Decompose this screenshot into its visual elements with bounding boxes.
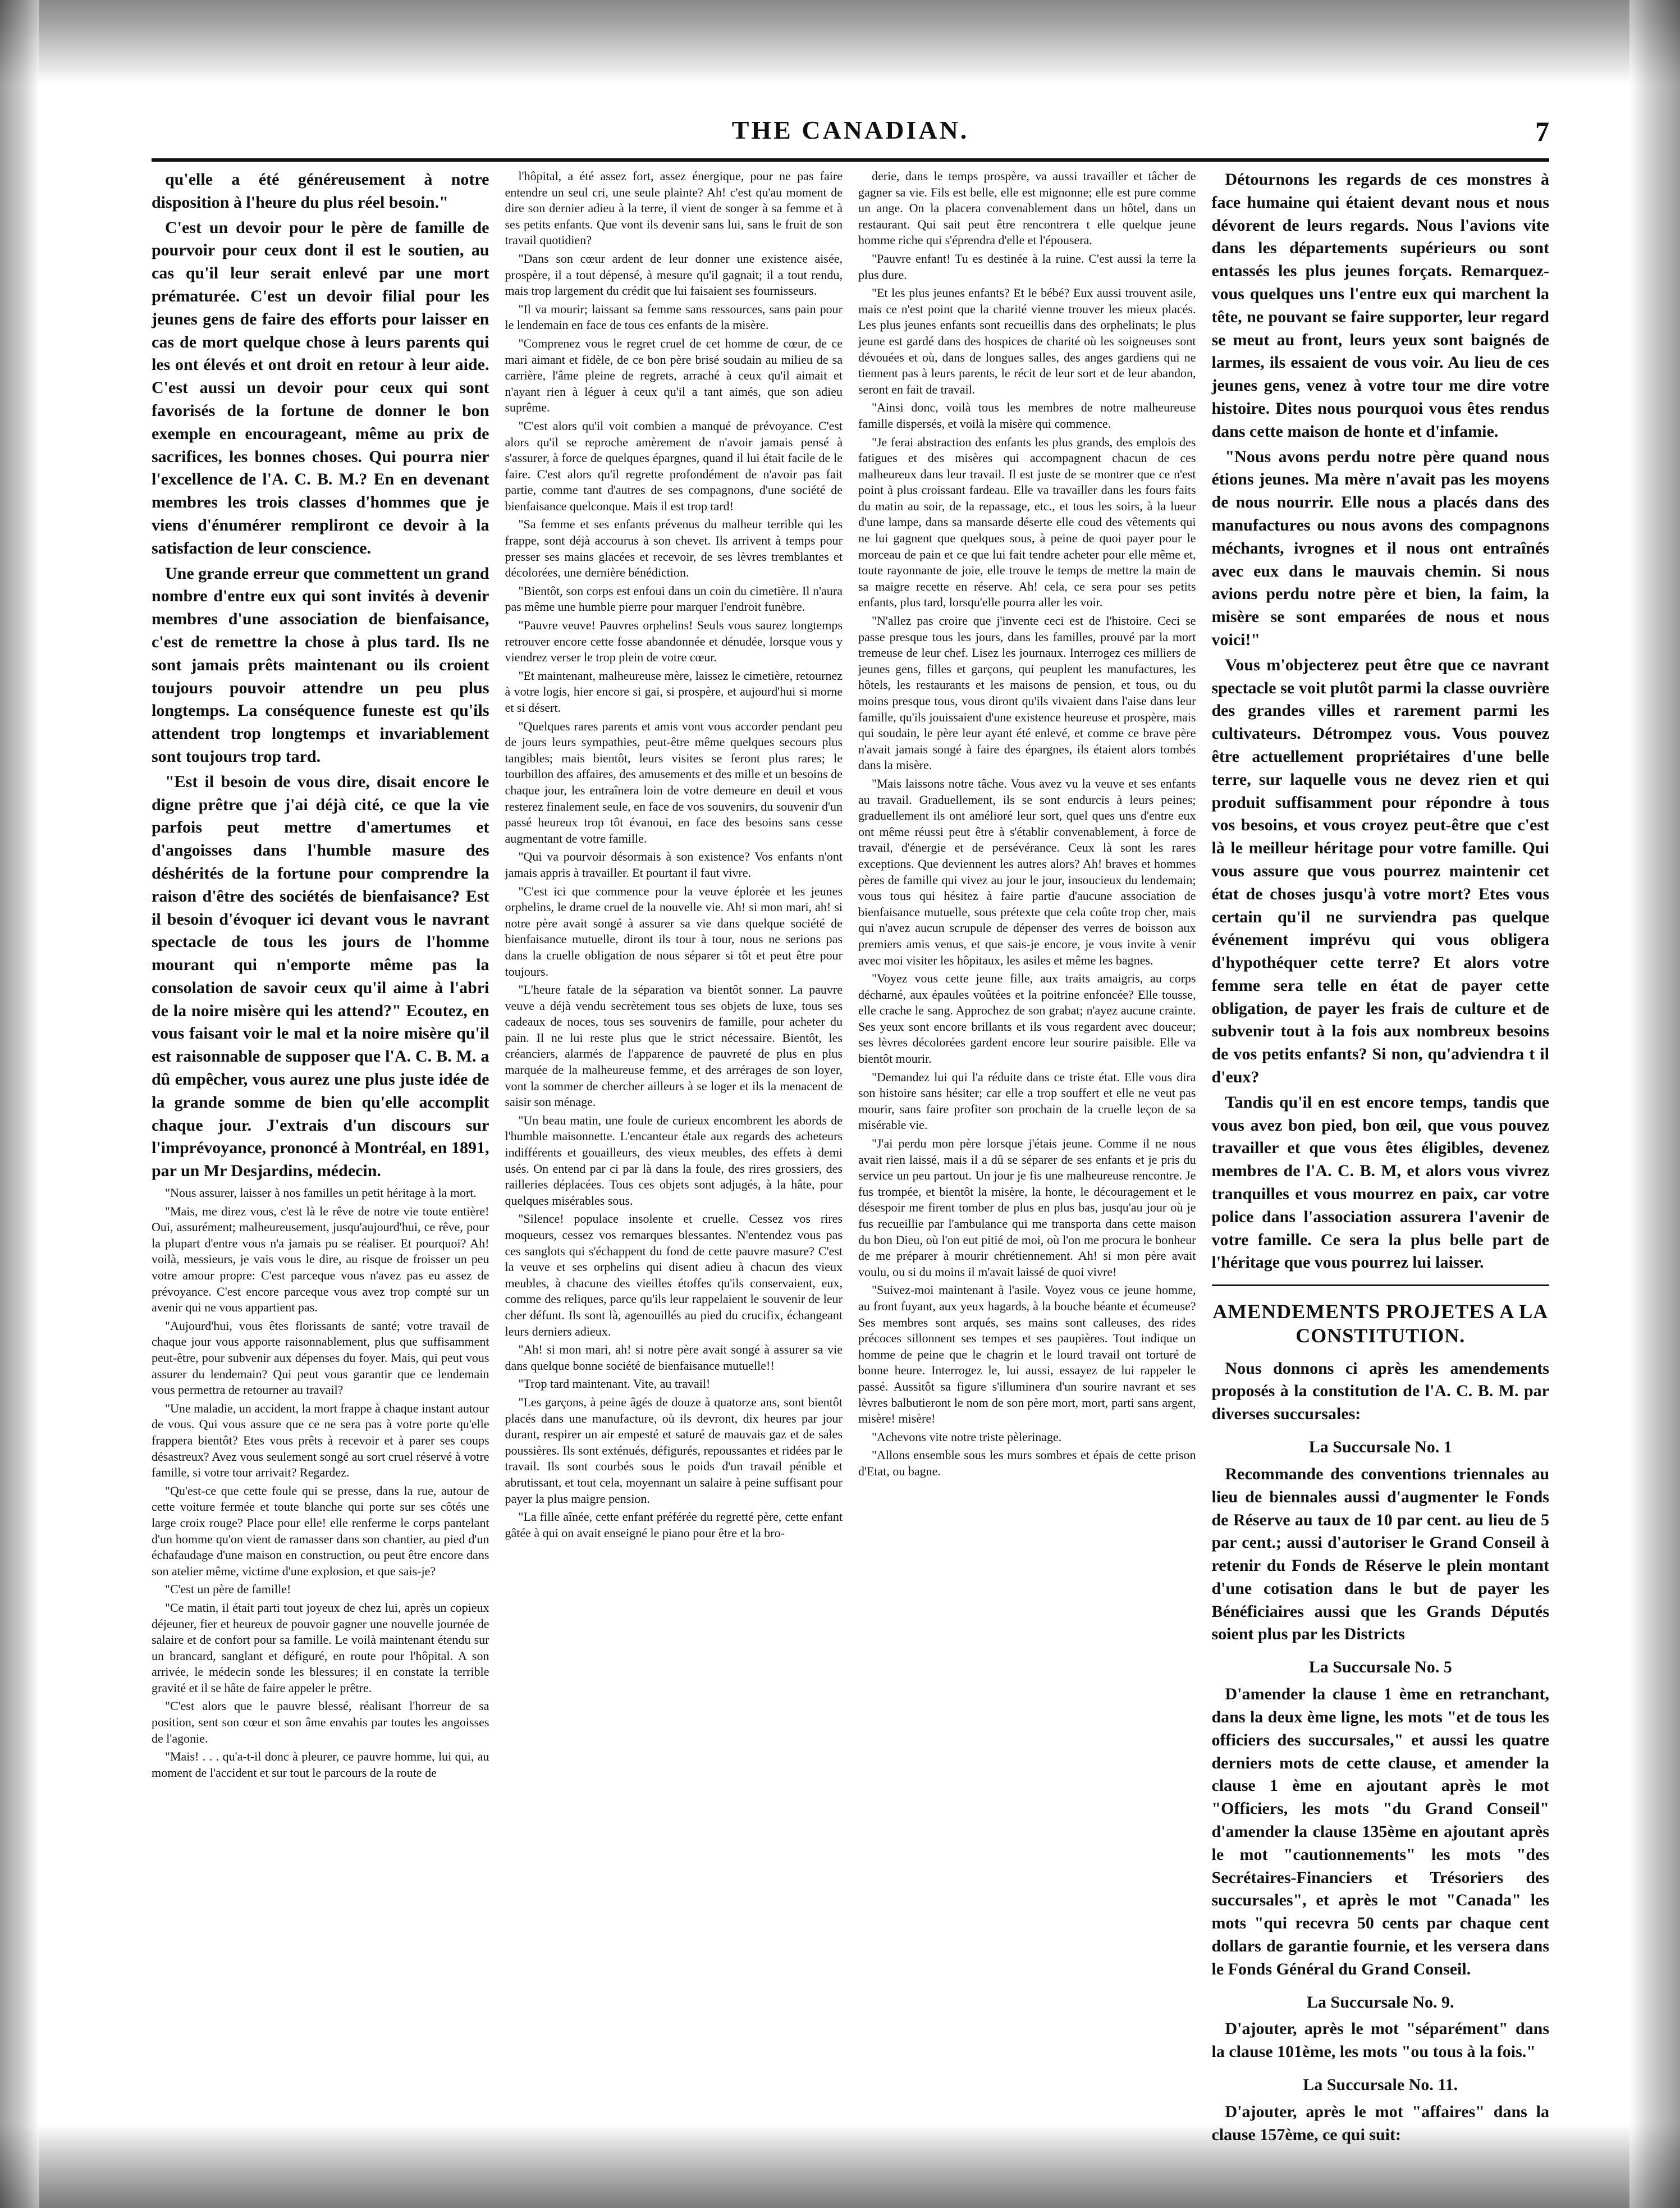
article-paragraph: "Aujourd'hui, vous êtes florissants de santé; votre travail de chaque jour vous apporte raisonnablement, plus que suffisamment peut-être, pour subvenir aux dépenses du foyer. Mais, qui peut vous assurer du lendemain? Qui peut vous garantir que ce lendemain vous permettra de retourner au travail? [152,1318,489,1397]
section-heading: AMENDEMENTS PROJETES A LA CONSTITUTION. [1212,1300,1549,1347]
column-4 [1211,168,1550,2144]
page-header [152,115,1549,154]
article-paragraph: "N'allez pas croire que j'invente ceci est de l'histoire. Ceci se passe presque tous les jours, dans les familles, prouvé par la mort tremeuse de leur chef. Lisez les journaux. Interrogez ces milliers de jeunes gens, filles et garçons, qui peuplent les manufactures, les hôtels, les restaurants et les maisons de pension, et tous, ou du moins presque tous, vous diront qu'ils vivaient dans l'aise dans leur famille, qu'ils jouissaient d'une existence heureuse et prospère, mais qui soudain, le père leur ayant été enlevé, et comme ce brave père n'avait jamais songé à faire des épargnes, ils étaient alors tombés dans la misère. [858,614,1196,772]
scan-edge-left [0,0,39,2208]
article-paragraph: D'ajouter, après le mot "affaires" dans la clause 157ème, ce qui suit: [1211,2102,1549,2144]
article-paragraph: "Quelques rares parents et amis vont vous accorder pendant peu de jours leurs sympathies, peut-être même quelques secours plus tangibles; mais bientôt, leurs visites se feront plus rares; le tourbillon des affaires, des amusements et des mille et un besoins de chaque jour, les entraînera loin de votre demeure en deuil et vous resterez finalement seule, en face de vos souvenirs, du souvenir d'un passé heureux trop tôt évanoui, en face des besoins sans cesse augmentant de votre famille. [505,719,843,845]
article-paragraph: "Je ferai abstraction des enfants les plus grands, des emplois des fatigues et des misères qui accompagnent chacun de ces malheureux dans leur travail. Il est juste de se montrer que ce n'est point à plus croissant fardeau. Elle va travailler dans les fours faits du matin au soir, de la repassage, etc., et tous les soirs, à la lueur d'une lampe, dans sa mansarde déserte elle coud des vêtements qui ne lui gagnent que quelques sous, à peine de quoi payer pour le morceau de pain et ce que lui fait tendre acheter pour elle même et, toute rayonnante de joie, elle trouve le temps de mettre la main de sa maigre recette en réserve. Ah! cela, ce sera pour ses petits enfants, plus tard, lorsqu'elle pourra aller les voir. [858,435,1196,610]
article-paragraph: "C'est ici que commence pour la veuve éplorée et les jeunes orphelins, le drame cruel de la nouvelle vie. Ah! si mon mari, ah! si notre père avait songé à assurer sa vie dans quelque société de bienfaisance mutuelle, diront ils tour à tour, nous ne serions pas dans la cruelle obligation de nous séparer si tôt et peut être pour toujours. [505,884,843,979]
article-paragraph: "Un beau matin, une foule de curieux encombrent les abords de l'humble maisonnette. L'encanteur étale aux regards des acheteurs indifférents et gouailleurs, des vieux meubles, des effets à demi usés. On entend par ci par là dans la foule, des rires grossiers, des railleries déplacées. Tous ces objets sont adjugés, à la hâte, pour quelques misérables sous. [505,1113,843,1208]
article-paragraph: "Sa femme et ses enfants prévenus du malheur terrible qui les frappe, sont déjà accourus à son chevet. Ils arrivent à temps pour presser ses mains glacées et recevoir, de ses lèvres tremblantes et décolorées, une dernière bénédiction. [505,517,843,580]
subsection-heading: La Succursale No. 5 [1308,1658,1452,1677]
article-paragraph: "Est il besoin de vous dire, disait encore le digne prêtre que j'ai déjà cité, ce que la vie parfois peut mettre d'amertumes et d'angoisses dans l'humble masure des déshérités de la fortune pour comprendre la raison d'être des sociétés de bienfaisance? Est il besoin d'évoquer ici devant vous le navrant spectacle de tous les jours de l'homme mourant qui n'emporte même pas la consolation de savoir ceux qu'il aime à l'abri de la noire misère qui les attend?" Ecoutez, en vous faisant voir le mal et la noire misère qu'il est raisonnable de supposer que l'A. C. B. M. a dû empêcher, vous aurez une plus juste idée de la grande somme de bien qu'elle accomplit chaque jour. J'extrais d'un discours sur l'imprévoyance, prononcé à Montréal, en 1891, par un Mr Desjardins, médecin. [152,772,489,1181]
article-paragraph: "C'est alors qu'il voit combien a manqué de prévoyance. C'est alors qu'il se reproche amèrement de n'avoir jamais pensé à s'assurer, à force de quelques épargnes, quand il lui était facile de le faire. C'est alors qu'il regrette profondément de n'avoir pas fait partie, comme tant d'autres de ses compagnons, d'une société de bienfaisance quelconque. Mais il est trop tard! [505,418,843,513]
article-paragraph: "C'est alors que le pauvre blessé, réalisant l'horreur de sa position, sent son cœur et son âme envahis par toutes les angoisses de l'agonie. [152,1699,489,1745]
page-number: 7 [1535,116,1549,147]
subsection-heading: La Succursale No. 1 [1308,1438,1452,1457]
article-paragraph: "Demandez lui qui l'a réduite dans ce triste état. Elle vous dira son histoire sans hésiter; car elle a trop souffert et elle ne veut pas mourir, sans faire profiter son prochain de la cruelle leçon de sa misérable vie. [858,1069,1196,1132]
article-paragraph: "Dans son cœur ardent de leur donner une existence aisée, prospère, il a tout dépensé, à mesure qu'il gagnait; il a tout rendu, mais trop largement du crédit que lui faisaient ses fournisseurs. [505,251,843,298]
article-paragraph: "Une maladie, un accident, la mort frappe à chaque instant autour de vous. Qui vous assure que ce ne sera pas à votre porte qu'elle frappera bientôt? Etes vous prêts à recevoir et à parer ses coups désastreux? Avez vous seulement songé au sort cruel réservé à votre famille, si votre tour arrivait? Regardez. [152,1401,489,1480]
article-paragraph: "Et les plus jeunes enfants? Et le bébé? Eux aussi trouvent asile, mais ce n'est point que la charité vienne trouver les mieux placés. Les plus jeunes enfants sont recueillis dans des orphelinats; le plus jeune est gardé dans des hospices de charité où les soigneuses sont dévouées et où, dans de longues salles, des anges gardiens qui ne tiennent pas à leurs parents, le récit de leur sort et de leur abandon, seront en fait de travail. [858,286,1196,396]
article-paragraph: qu'elle a été généreusement à notre disposition à l'heure du plus réel besoin." [152,170,489,212]
article-paragraph: "L'heure fatale de la séparation va bientôt sonner. La pauvre veuve a déjà vendu secrètement tous ses objets de luxe, tous ses cadeaux de noces, tous ses souvenirs de famille, pour acheter du pain. Il ne lui reste plus que le strict nécessaire. Bientôt, les créanciers, alarmés de l'apparence de pauvreté de plus en plus marquée de la malheureuse femme, et des arrérages de son loyer, vont la sommer de chercher ailleurs à se loger et ils la menacent de saisir son ménage. [505,982,843,1109]
article-paragraph: "Pauvre enfant! Tu es destinée à la ruine. C'est aussi la terre la plus dure. [858,251,1196,282]
newspaper-masthead: THE CANADIAN. [731,116,969,144]
article-paragraph: "J'ai perdu mon père lorsque j'étais jeune. Comme il ne nous avait rien laissé, mais il a dû se séparer de ses enfants et je pris du service un peu partout. Un jour je fis une malheureuse rencontre. Je fus trompée, et bientôt la misère, la honte, le découragement et le désespoir me firent tomber de plus en plus bas, jusqu'au jour où je fus recueillie par l'ambulance qui me transporta dans cette maison du bon Dieu, où l'on eut pitié de moi, où l'on me procura le bonheur de me préparer à mourir chrétiennement. Ah! si mon père avait voulu, ou si du moins il m'avait laissé de quoi vivre! [858,1136,1196,1279]
column-2 [505,168,843,2133]
article-paragraph: "Silence! populace insolente et cruelle. Cessez vos rires moqueurs, cessez vos remarques blessantes. N'entendez vous pas ces sanglots qui s'échappent du fond de cette pauvre masure? C'est la veuve et ses orphelins qui disent adieu à chacun des vieux meubles, à chacune des vieilles étoffes qu'ils conservaient, eux, comme des reliques, parce qu'ils leur rappelaient le souvenir de leur cher défunt. Ils sont là, agenouillés au pied du crucifix, échangeant leurs derniers adieux. [505,1212,843,1338]
article-paragraph: Vous m'objecterez peut être que ce navrant spectacle se voit plutôt parmi la classe ouvrière des grandes villes et rarement parmi les cultivateurs. Détrompez vous. Vous pouvez être actuellement propriétaires d'une belle terre, sur laquelle vous ne devez rien et qui produit suffisamment pour répondre à tous vos besoins, et vous croyez peut-être que c'est là le meilleur héritage pour votre famille. Qui vous assure que vous pourrez maintenir cet état de choses jusqu'à votre mort? Etes vous certain qu'il ne surviendra pas quelque événement imprévu qui vous obligera d'hypothéquer cette terre? Et alors votre femme sera telle en état de payer cette obligation, de payer les frais de culture et de subvenir tout à la fois aux nombreux besoins de vos petits enfants? Si non, qu'adviendra t il d'eux? [1211,655,1549,1087]
scan-edge-right [1629,0,1680,2208]
article-paragraph: "Mais laissons notre tâche. Vous avez vu la veuve et ses enfants au travail. Graduellement, ils se sont endurcis à leurs peines; graduellement ils ont amélioré leur sort, quel ques uns d'entre eux ont même réussi peut être à s'établir convenablement, à force de travail, d'énergie et de persévérance. Ceux là sont les rares exceptions. Que deviennent les autres alors? Ah! braves et hommes pères de famille qui vivez au jour le jour, insoucieux du lendemain; vous tous qui hésitez à faire partie d'aucune association de bienfaisance mutuelle, sous prétexte que cela coûte trop cher, mais qui n'avez aucun scrupule de dépenser des verres de boisson aux premiers amis venus, et que sais-je encore, je vous invite à venir avec moi visiter les hôpitaux, les asiles et même les bagnes. [858,776,1196,967]
article-paragraph: "Nous avons perdu notre père quand nous étions jeunes. Ma mère n'avait pas les moyens de nous nourrir. Elle nous a placés dans des manufactures ou nous avons des compagnons méchants, ivrognes et il nous ont entraînés avec eux dans le mauvais chemin. Si nous avions perdu notre père et bien, la faim, la misère se sont emparées de nous et nous voici!" [1211,447,1549,649]
article-paragraph: "Ah! si mon mari, ah! si notre père avait songé à assurer sa vie dans quelque bonne société de bienfaisance mutuelle!! [505,1342,843,1373]
article-paragraph: l'hôpital, a été assez fort, assez énergique, pour ne pas faire entendre un seul cri, une seule plainte? Ah! c'est qu'au moment de dire son dernier adieu à la terre, il vient de songer à sa femme et à ses petits enfants. Que vont ils devenir sans lui, sans le fruit de son travail quotidien? [505,169,843,248]
article-paragraph: "Il va mourir; laissant sa femme sans ressources, sans pain pour le lendemain en face de tous ces enfants de la misère. [505,301,843,332]
article-paragraph: "Qui va pourvoir désormais à son existence? Vos enfants n'ont jamais appris à travailler. Et pourtant il faut vivre. [505,849,843,880]
article-paragraph: Recommande des conventions triennales au lieu de biennales aussi d'augmenter le Fonds de Réserve au taux de 10 par cent. au lieu de 5 par cent.; aussi d'autoriser le Grand Conseil à retenir du Fonds de Réserve le plein montant d'une cotisation dans le but de payer les Bénéficiaires aussi que les Grands Députés soient plus par les Districts [1211,1464,1549,1644]
article-paragraph: "Les garçons, à peine âgés de douze à quatorze ans, sont bientôt placés dans une manufacture, où ils devront, dix heures par jour durant, respirer un air empesté et saturé de mauvais gaz et de sales poussières. Ils sont exténués, défigurés, repoussantes et ridées par le travail. Ils sont courbés sous le poids d'un travail pénible et abrutissant, et tout cela, moyennant un salaire à peine suffisant pour payer la plus maigre pension. [505,1395,843,1506]
article-paragraph: "Suivez-moi maintenant à l'asile. Voyez vous ce jeune homme, au front fuyant, aux yeux hagards, à la bouche béante et écumeuse? Ses membres sont arqués, ses mains sont calleuses, des rides précoces sillonnent ses tempes et ses paupières. Tout indique un homme de peine que le chagrin et le lourd travail ont torturé de bonne heure. Interrogez le, lui aussi, essayez de lui rappeler le passé. Aussitôt sa figure s'illuminera d'un sourire navrant et ses lèvres balbutieront le nom de son père mort, mort, parti sans argent, misère! misère! [858,1283,1196,1426]
subsection-heading: La Succursale No. 11. [1303,2076,1458,2095]
article-paragraph: "Ce matin, il était parti tout joyeux de chez lui, après un copieux déjeuner, fier et heureux de pouvoir gagner une nouvelle journée de salaire et de confort pour sa famille. Le voilà maintenant étendu sur un brancard, sanglant et défiguré, en route pour l'hôpital. A son arrivée, le médecin sonde les blessures; il en constate la terrible gravité et il se hâte de faire appeler le prêtre. [152,1600,489,1695]
article-paragraph: "Trop tard maintenant. Vite, au travail! [518,1377,711,1391]
article-paragraph: "Ainsi donc, voilà tous les membres de notre malheureuse famille dispersés, et voilà la misère qui commence. [858,400,1196,431]
subsection-heading: La Succursale No. 9. [1307,1992,1454,2012]
article-columns [152,168,1549,2144]
article-paragraph: "Achevons vite notre triste pèlerinage. [872,1429,1062,1444]
section-rule [1212,1284,1550,1286]
article-paragraph: "C'est un père de famille! [165,1582,291,1597]
article-paragraph: "Allons ensemble sous les murs sombres et épais de cette prison d'Etat, ou bagne. [858,1448,1196,1478]
article-paragraph: Détournons les regards de ces monstres à face humaine qui étaient devant nous et nous dévorent de leurs regards. Nous l'avions vite dans les départements supérieurs ou sont entassés les plus jeunes forçats. Remarquez-vous quelques uns l'entre eux qui marchent la tête, ne pouvant se faire supporter, leur regard se meut au front, leurs yeux sont baignés de larmes, ils essaient de vous voir. Au lieu de ces jeunes gens, venez à votre tour me dire votre histoire. Dites nous pourquoi vous êtes rendus dans cette maison de honte et d'infamie. [1211,170,1549,441]
header-rule [152,158,1549,162]
article-paragraph: Une grande erreur que commettent un grand nombre d'entre eux qui sont invités à devenir membres d'une association de bienfaisance, c'est de remettre la chose à plus tard. Ils ne sont jamais prêts maintenant ou ils croient toujours pouvoir attendre un peu plus longtemps. La conséquence funeste est qu'ils attendent trop longtemps et invariablement sont toujours trop tard. [152,564,489,766]
article-paragraph: "La fille aînée, cette enfant préférée du regretté père, cette enfant gâtée à qui on avait enseigné le piano pour être et la bro- [505,1510,843,1540]
article-paragraph: Nous donnons ci après les amendements proposés à la constitution de l'A. C. B. M. par diverses succursales: [1211,1359,1549,1424]
article-paragraph: derie, dans le temps prospère, va aussi travailler et tâcher de gagner sa vie. Fils est belle, elle est mignonne; elle est pure comme un ange. On la placera convenablement dans un hôtel, dans un restaurant. Qui sait peut être rencontrera t elle quelque jeune homme riche qui s'éprendra d'elle et l'épousera. [858,169,1196,248]
article-paragraph: "Mais, me direz vous, c'est là le rêve de notre vie toute entière! Oui, assurément; malheureusement, jusqu'aujourd'hui, ce rêve, pour la plupart d'entre vous n'a jamais pu se réaliser. Et pourquoi? Ah! voilà, messieurs, je vais vous le dire, au risque de froisser un peu votre amour propre: C'est parceque vous n'avez pas eu assez de prévoyance. C'est encore parceque vous avez trop compté sur un avenir qui ne vous appartient pas. [152,1204,489,1315]
article-paragraph: "Bientôt, son corps est enfoui dans un coin du cimetière. Il n'aura pas même une humble pierre pour marquer l'endroit funèbre. [505,583,843,614]
column-1 [152,168,489,2133]
article-paragraph: "Mais! . . . qu'a-t-il donc à pleurer, ce pauvre homme, lui qui, au moment de l'accident et sur tout le parcours de la route de [152,1749,489,1780]
article-paragraph: "Nous assurer, laisser à nos familles un petit héritage à la mort. [165,1186,477,1200]
article-paragraph: "Qu'est-ce que cette foule qui se presse, dans la rue, autour de cette voiture fermée et toute blanche qui porte sur ses côtés une large croix rouge? Place pour elle! elle renferme le corps pantelant d'un homme qu'on vient de ramasser dans son chantier, au pied d'un échafaudage d'une maison en construction, ou peut être encore dans son atelier même, victime d'une explosion, et que sais-je? [152,1483,489,1578]
article-paragraph: "Pauvre veuve! Pauvres orphelins! Seuls vous saurez longtemps retrouver encore cette fosse abandonnée et dénudée, lorsque vous y viendrez verser le trop plein de votre cœur. [505,618,843,665]
article-paragraph: "Voyez vous cette jeune fille, aux traits amaigris, au corps décharné, aux épaules voûtées et la poitrine enfoncée? Elle tousse, elle crache le sang. Approchez de son grabat; n'ayez aucune crainte. Ses yeux sont encore brillants et ils vous regardent avec douceur; ses lèvres décolorées gardent encore leur sourire paisible. Elle va bientôt mourir. [858,971,1196,1066]
article-paragraph: C'est un devoir pour le père de famille de pourvoir pour ceux dont il est le soutien, au cas qu'il leur serait enlevé par une mort prématurée. C'est un devoir filial pour les jeunes gens de faire des efforts pour laisser en cas de mort quelque chose à leurs parents qui les ont élevés et ont droit en retour à leur aide. C'est aussi un devoir pour ceux qui sont favorisés de la fortune de donner le bon exemple en encourageant, même au prix de sacrifices, les bonnes choses. Qui pourra nier l'excellence de l'A. C. B. M.? En en devenant membres les trois classes d'hommes que je viens d'énumérer rempliront ce devoir à la satisfaction de leur conscience. [152,218,489,557]
article-paragraph: D'ajouter, après le mot "séparément" dans la clause 101ème, les mots "ou tous à la fois." [1211,2019,1549,2061]
article-paragraph: "Comprenez vous le regret cruel de cet homme de cœur, de ce mari aimant et fidèle, de ce bon père brisé soudain au milieu de sa carrière, l'âme pleine de regrets, arraché à ceux qu'il aimait et n'ayant rien à léguer à ceux qu'il a tant aimés, que son adieu suprême. [505,336,843,415]
column-3 [858,168,1196,2133]
scan-edge-top [0,0,1680,84]
article-paragraph: Tandis qu'il en est encore temps, tandis que vous avez bon pied, bon œil, que vous pouvez travailler et que vous êtes éligibles, devenez membres de l'A. C. B. M, et alors vous vivrez tranquilles et vous mourrez en paix, car votre police dans l'association assurera l'avenir de votre famille. Ce sera la plus belle part de l'héritage que vous pourrez lui laisser. [1211,1092,1549,1272]
article-paragraph: "Et maintenant, malheureuse mère, laissez le cimetière, retournez à votre logis, hier encore si gai, si prospère, et aujourd'hui si morne et si désert. [505,668,843,715]
article-paragraph: D'amender la clause 1 ème en retranchant, dans la deux ème ligne, les mots "et de tous les officiers des succursales," et aussi les quatre derniers mots de cette clause, et amender la clause 1 ème en ajoutant après le mot "Officiers, les mots "du Grand Conseil" d'amender la clause 135ème en ajoutant après le mot "cautionnements" les mots "des Secrétaires-Financiers et Trésoriers des succursales", et après le mot "Canada" les mots "qui recevra 50 cents par chaque cent dollars de garantie fournie, et les versera dans le Fonds Général du Grand Conseil. [1211,1685,1549,1978]
